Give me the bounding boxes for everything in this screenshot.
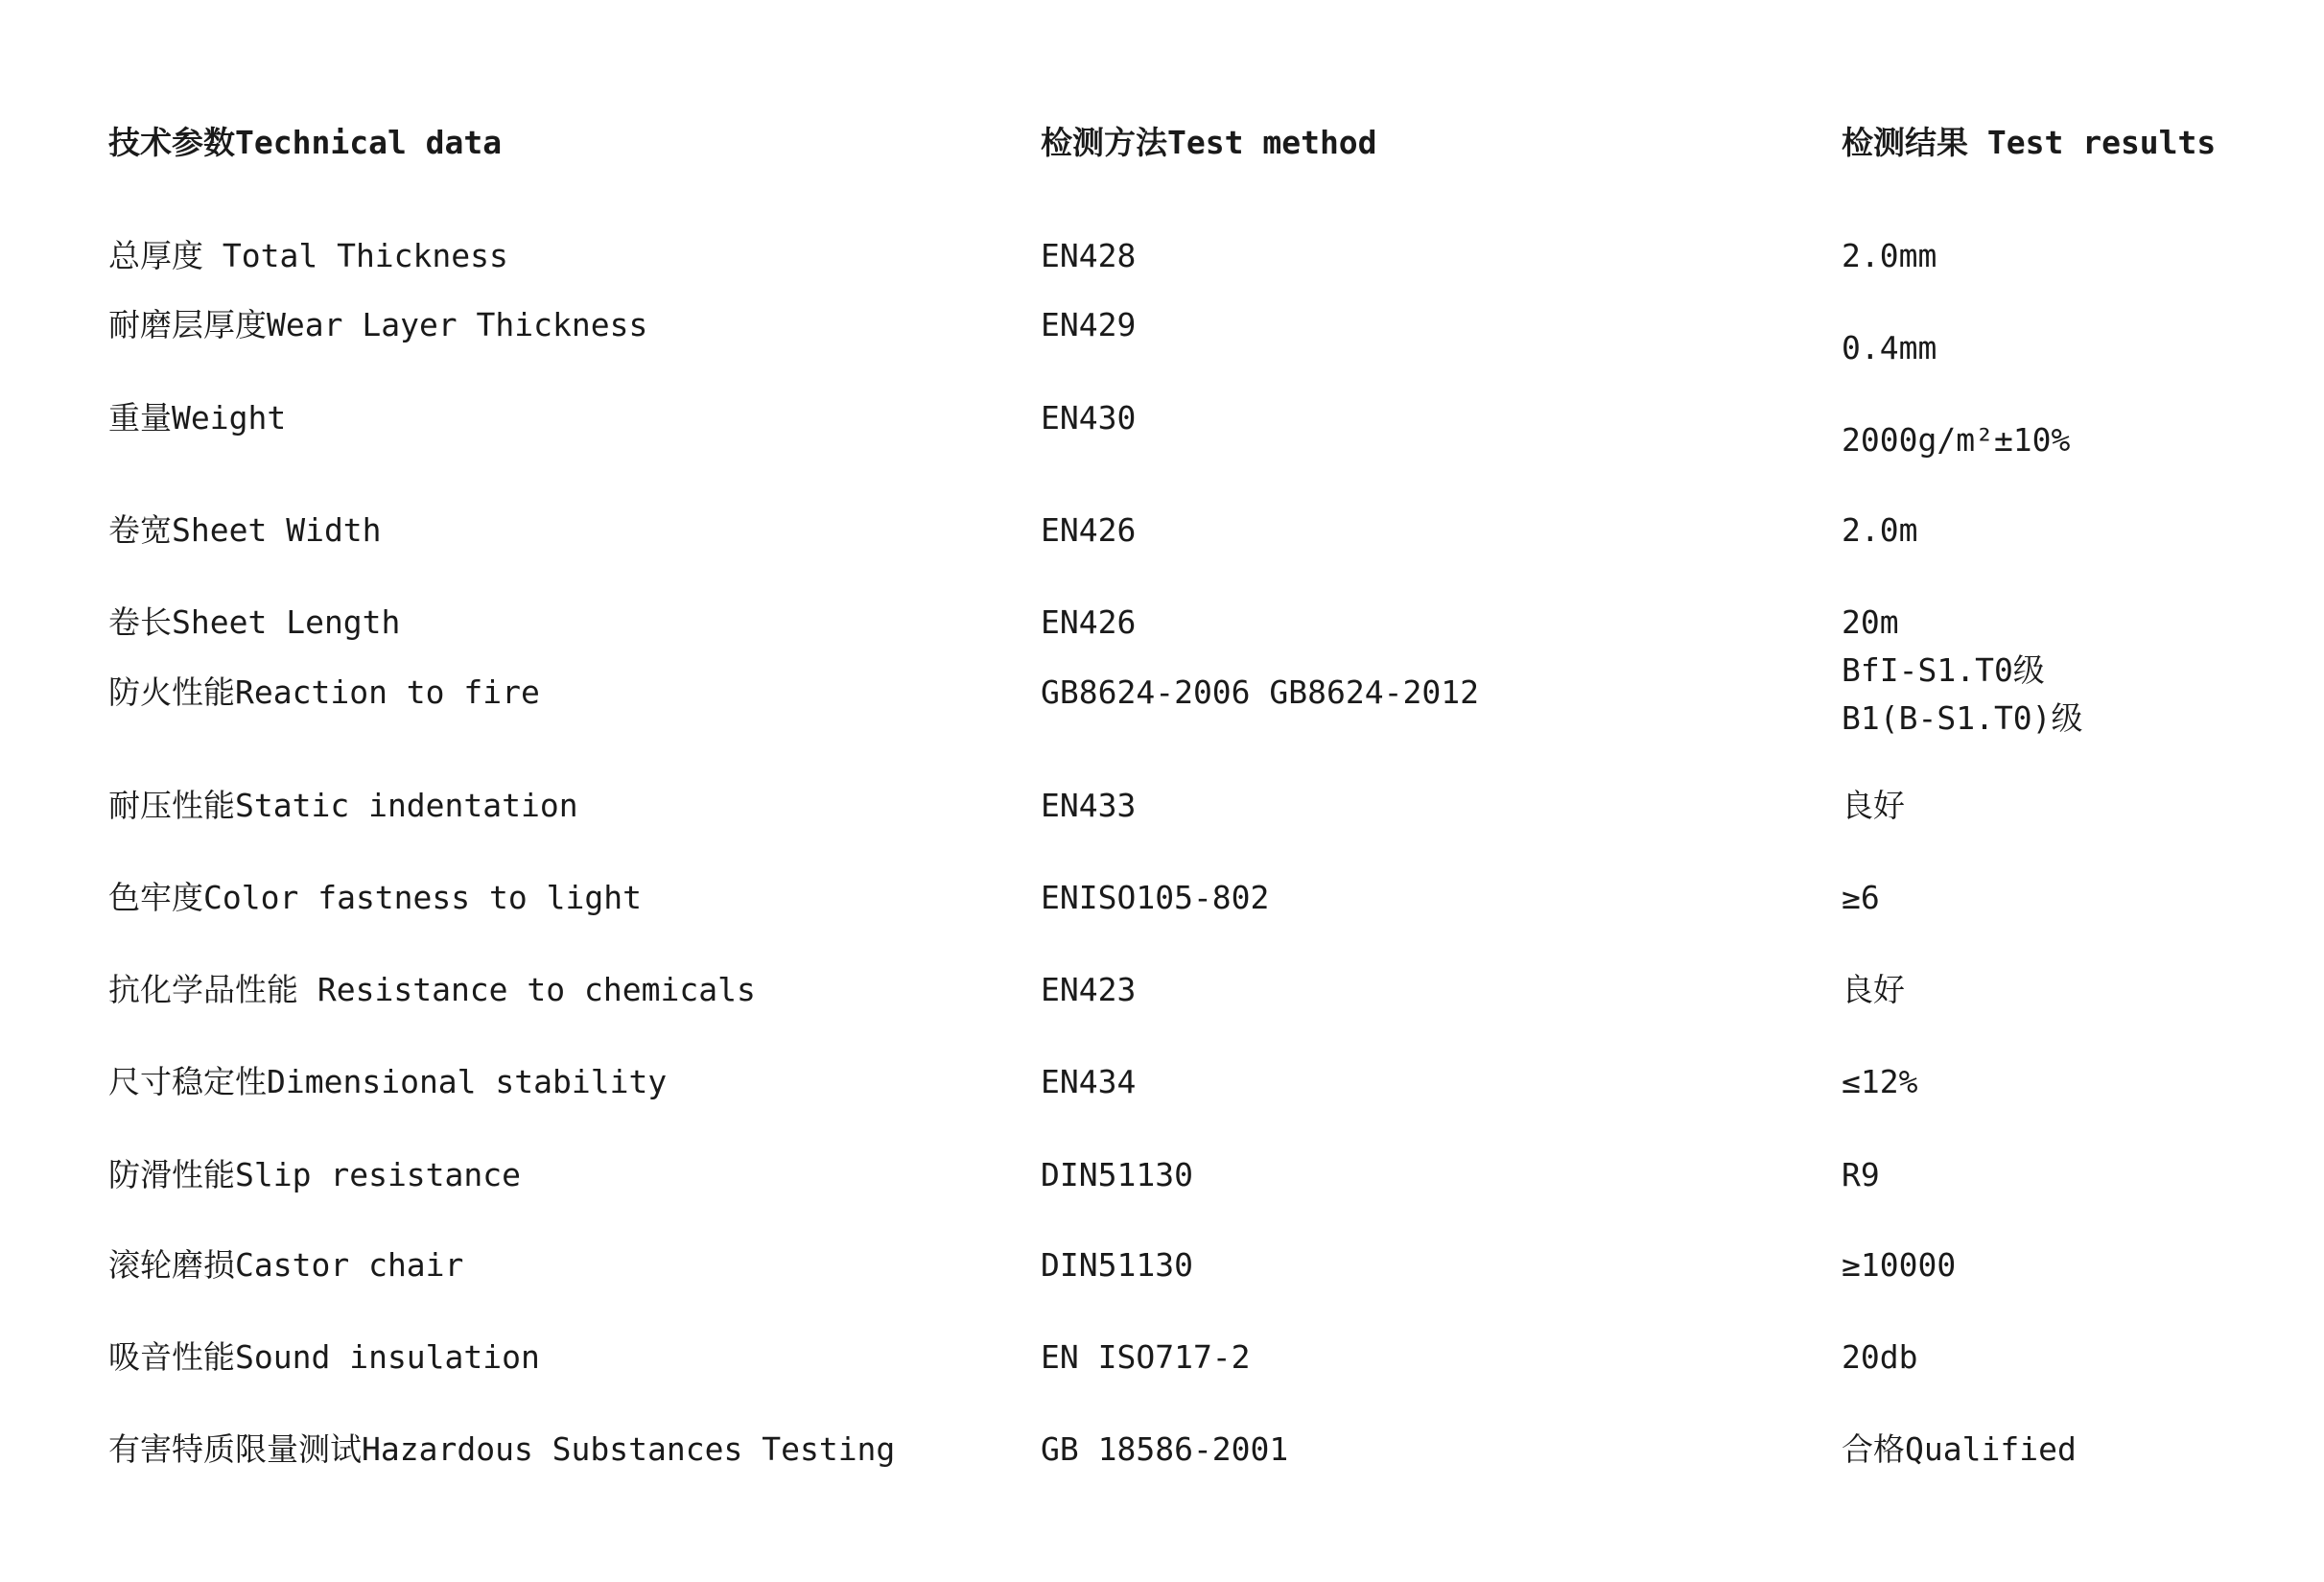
- param-cell: 防滑性能Slip resistance: [108, 1156, 522, 1193]
- result-cell: ≥10000: [1842, 1246, 1957, 1284]
- result-cell-line-1: BfI-S1.T0级: [1842, 651, 2045, 689]
- method-cell: EN433: [1041, 787, 1137, 824]
- method-cell: EN434: [1041, 1063, 1137, 1100]
- method-cell: EN426: [1041, 511, 1137, 549]
- method-cell: ENISO105-802: [1041, 879, 1270, 916]
- param-cell: 卷宽Sheet Width: [108, 511, 382, 549]
- param-cell: 卷长Sheet Length: [108, 603, 401, 641]
- param-cell: 重量Weight: [108, 399, 287, 437]
- param-cell: 色牢度Color fastness to light: [108, 879, 642, 916]
- param-cell: 总厚度 Total Thickness: [108, 237, 508, 274]
- method-cell: EN428: [1041, 237, 1137, 274]
- result-cell: 20m: [1842, 603, 1899, 641]
- param-cell: 有害特质限量测试Hazardous Substances Testing: [108, 1430, 896, 1468]
- param-cell: 抗化学品性能 Resistance to chemicals: [108, 971, 756, 1008]
- method-cell: EN ISO717-2: [1041, 1338, 1251, 1376]
- result-cell: 20db: [1842, 1338, 1918, 1376]
- result-cell: 2000g/m²±10%: [1842, 421, 2071, 459]
- result-cell: 0.4mm: [1842, 329, 1937, 366]
- result-cell: 良好: [1842, 787, 1905, 824]
- param-cell: 耐压性能Static indentation: [108, 787, 578, 824]
- method-cell: EN423: [1041, 971, 1137, 1008]
- result-cell: 良好: [1842, 971, 1905, 1008]
- header-result: 检测结果 Test results: [1842, 124, 2217, 161]
- param-cell: 耐磨层厚度Wear Layer Thickness: [108, 306, 648, 343]
- method-cell: GB 18586-2001: [1041, 1430, 1289, 1468]
- param-cell: 吸音性能Sound insulation: [108, 1338, 540, 1376]
- result-cell: ≥6: [1842, 879, 1880, 916]
- method-cell: EN430: [1041, 399, 1137, 437]
- result-cell-line-2: B1(B-S1.T0)级: [1842, 699, 2083, 737]
- method-cell: EN426: [1041, 603, 1137, 641]
- result-cell: 合格Qualified: [1842, 1430, 2077, 1468]
- result-cell: 2.0mm: [1842, 237, 1937, 274]
- param-cell: 防火性能Reaction to fire: [108, 673, 540, 711]
- method-cell: GB8624-2006 GB8624-2012: [1041, 673, 1479, 711]
- method-cell: DIN51130: [1041, 1156, 1193, 1193]
- result-cell: R9: [1842, 1156, 1880, 1193]
- result-cell: 2.0m: [1842, 511, 1918, 549]
- header-method: 检测方法Test method: [1041, 124, 1377, 161]
- param-cell: 尺寸稳定性Dimensional stability: [108, 1063, 668, 1100]
- result-cell: ≤12%: [1842, 1063, 1918, 1100]
- header-param: 技术参数Technical data: [108, 124, 503, 161]
- method-cell: EN429: [1041, 306, 1137, 343]
- method-cell: DIN51130: [1041, 1246, 1193, 1284]
- param-cell: 滚轮磨损Castor chair: [108, 1246, 464, 1284]
